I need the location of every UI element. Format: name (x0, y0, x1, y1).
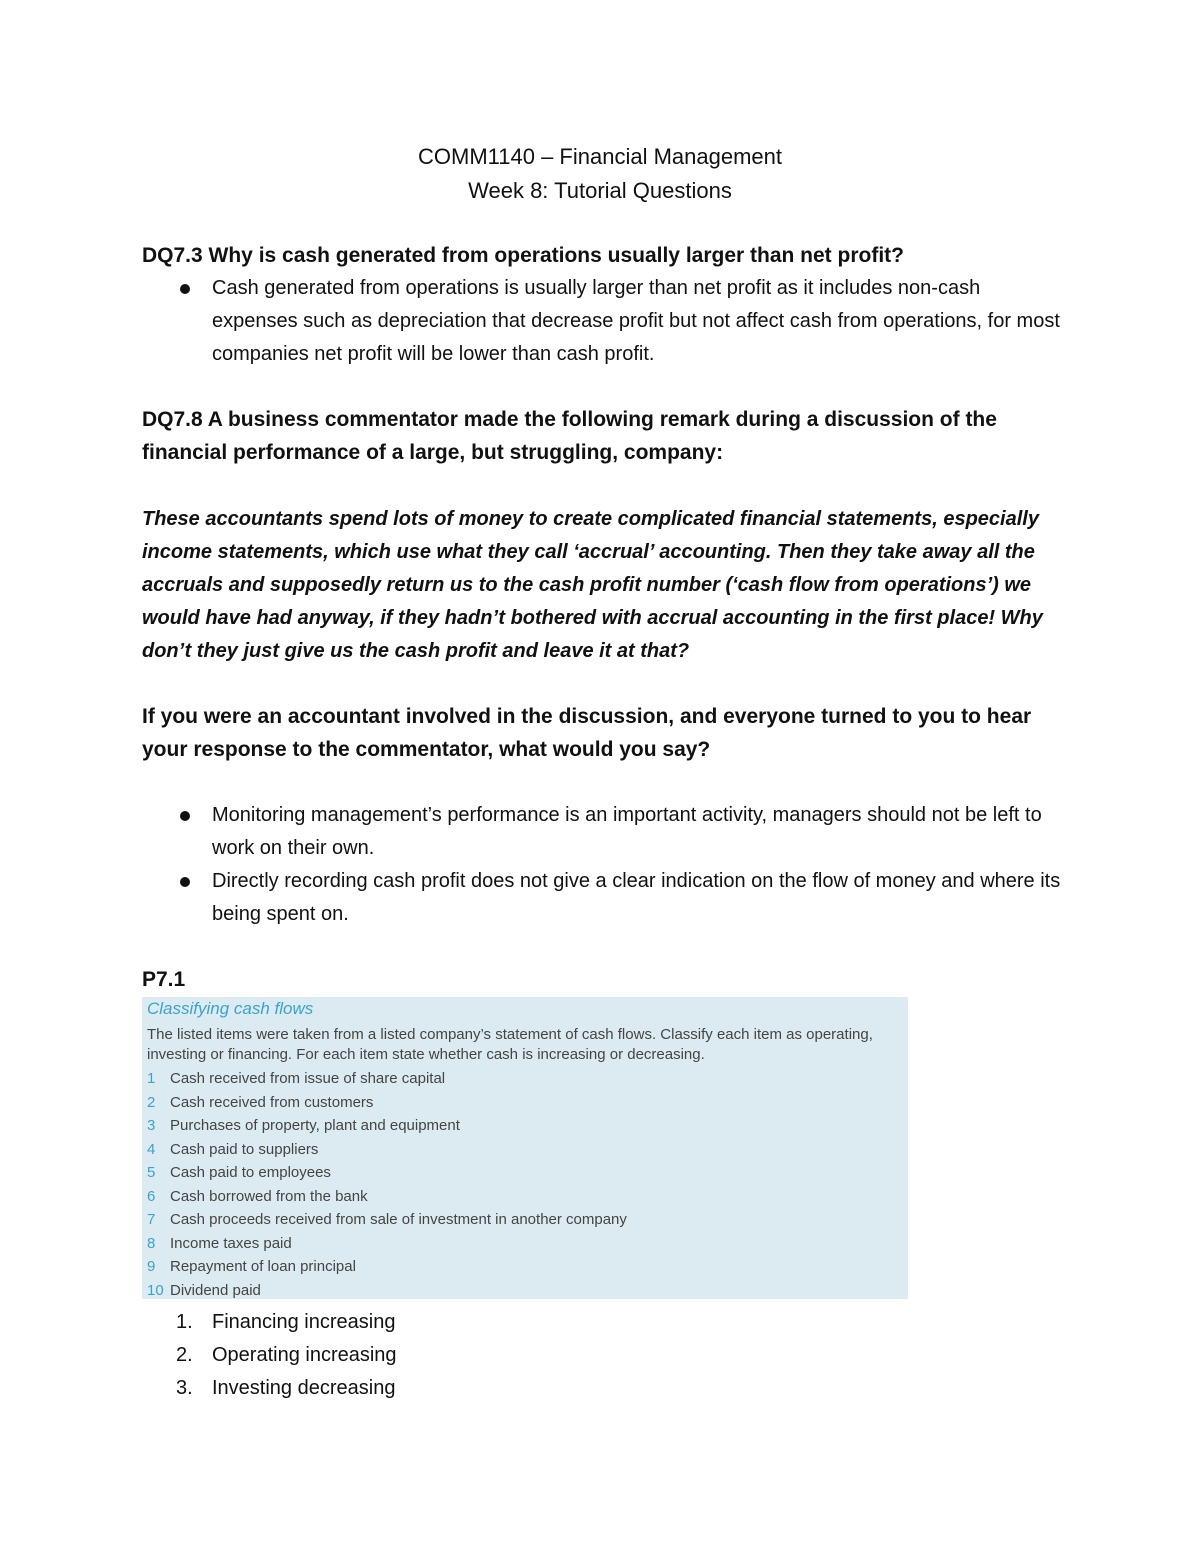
dq78-question-section (142, 700, 1062, 766)
problem-title: Classifying cash flows (147, 999, 314, 1018)
list-item (147, 1232, 627, 1256)
p71-heading: P7.1 (142, 968, 186, 991)
item-number: 10 (147, 1281, 164, 1299)
list-item (147, 1161, 627, 1185)
item-text: Income taxes paid (170, 1234, 292, 1252)
answer-number: 1. (176, 1311, 193, 1333)
list-item (147, 1067, 627, 1091)
dq78-answers-section (142, 799, 1062, 931)
item-text: Cash received from customers (170, 1093, 374, 1111)
p71-answer-list (142, 1306, 397, 1405)
list-item (212, 272, 1062, 371)
answer-text: Financing increasing (212, 1311, 396, 1333)
answer-number: 2. (176, 1344, 193, 1366)
item-text: Cash paid to suppliers (170, 1140, 319, 1158)
item-number: 3 (147, 1117, 156, 1134)
list-item (142, 1339, 397, 1372)
bullet-text: Monitoring management’s performance is an important activity, managers should not be left to work on their own. (212, 804, 1042, 859)
list-item (147, 1208, 627, 1232)
item-number: 8 (147, 1234, 156, 1252)
commentator-quote: These accountants spend lots of money to create complicated financial statements, especially income statements, which use what they call ‘accrual’ accounting. Then they take away all the accruals and supposedly return us to the cash profit number (‘cash flow from operations’) we would have had anyway, if they hadn’t bothered with accrual accounting in the first place! Why don’t they just give us the cash profit and leave it at that? (142, 508, 1043, 662)
answer-text: Investing decreasing (212, 1377, 396, 1399)
item-text: Cash proceeds received from sale of investment in another company (170, 1211, 627, 1228)
list-item (147, 1185, 627, 1209)
week-subtitle: Week 8: Tutorial Questions (468, 178, 732, 203)
bullet-text: Cash generated from operations is usually larger than net profit as it includes non-cash expenses such as depreciation that decrease profit but not affect cash from operations, for most companies net profit will be lower than cash profit. (212, 277, 1060, 365)
list-item (147, 1114, 627, 1138)
problem-description: The listed items were taken from a listed company’s statement of cash flows. Classify each item as operating, investing or financing. For each item state whether cash is increasing or decreasing. (147, 1026, 873, 1063)
list-item (147, 1138, 627, 1162)
item-number: 6 (147, 1187, 156, 1205)
list-item (212, 865, 1062, 931)
item-number: 9 (147, 1258, 156, 1275)
problem-box (142, 997, 908, 1299)
item-number: 7 (147, 1211, 156, 1228)
list-item (147, 1091, 627, 1115)
answer-number: 3. (176, 1377, 193, 1399)
dq78-quote-section (142, 503, 1062, 668)
bullet-icon (180, 811, 190, 821)
course-title: COMM1140 – Financial Management (418, 144, 782, 169)
item-text: Dividend paid (170, 1281, 261, 1299)
item-text: Cash paid to employees (170, 1164, 331, 1181)
list-item (142, 1306, 397, 1339)
dq73-answer-list (142, 272, 1062, 371)
item-text: Purchases of property, plant and equipment (170, 1117, 460, 1134)
item-text: Cash received from issue of share capital (170, 1070, 446, 1087)
bullet-icon (180, 877, 190, 887)
item-text: Cash borrowed from the bank (170, 1187, 368, 1205)
item-text: Repayment of loan principal (170, 1258, 356, 1275)
title-block (0, 140, 1200, 208)
item-number: 4 (147, 1140, 156, 1158)
bullet-icon (180, 284, 190, 294)
dq78-question: If you were an accountant involved in the discussion, and everyone turned to you to hear your response to the commentator, what would you say? (142, 705, 1032, 761)
item-number: 2 (147, 1093, 156, 1111)
dq78-heading: DQ7.8 A business commentator made the following remark during a discussion of the financial performance of a large, but struggling, company: (142, 408, 997, 464)
dq73-heading: DQ7.3 Why is cash generated from operations usually larger than net profit? (142, 244, 904, 267)
dq78-answer-list (142, 799, 1062, 931)
list-item (147, 1279, 627, 1303)
list-item (147, 1255, 627, 1279)
list-item (142, 1372, 397, 1405)
bullet-text: Directly recording cash profit does not give a clear indication on the flow of money and where its being spent on. (212, 870, 1061, 925)
p71-section (142, 963, 1062, 996)
item-number: 1 (147, 1070, 156, 1087)
list-item (212, 799, 1062, 865)
dq78-section (142, 403, 1062, 469)
answer-text: Operating increasing (212, 1344, 397, 1366)
item-number: 5 (147, 1164, 156, 1181)
dq73-section (142, 239, 1062, 371)
problem-item-list (147, 1067, 627, 1302)
